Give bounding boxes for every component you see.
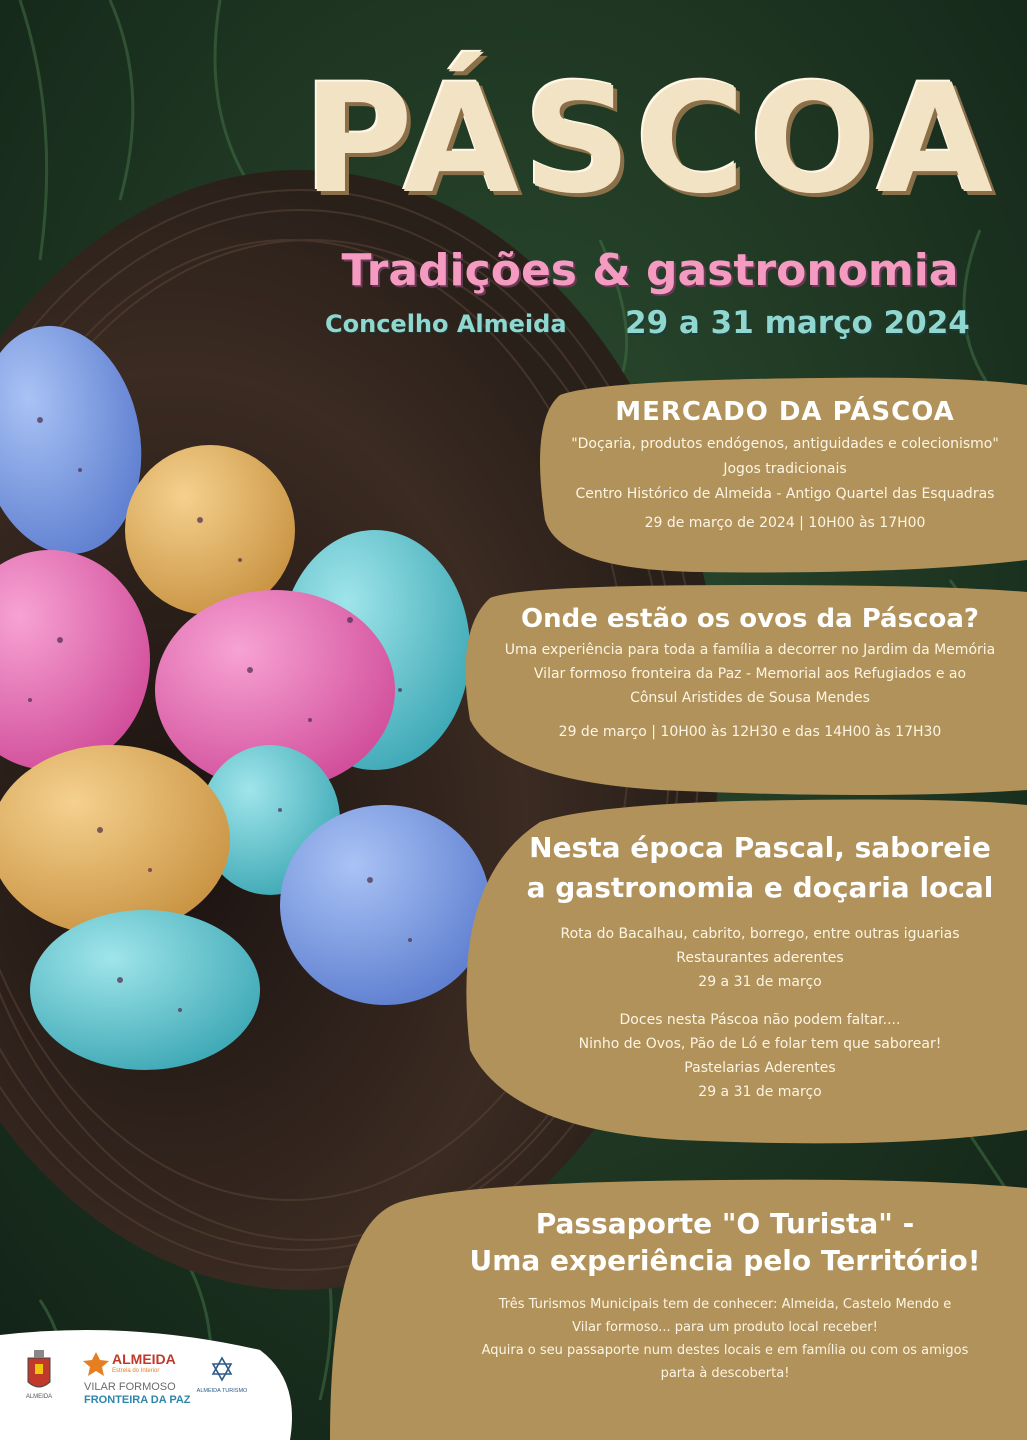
almeida-star-icon [83,1352,109,1376]
poster-title: PÁSCOA [303,53,997,227]
ovos-datetime: 29 de março | 10H00 às 12H30 e das 14H00 às 17H30 [558,724,942,740]
event-dates: 29 a 31 março 2024 [625,305,970,341]
mercado-line: Centro Histórico de Almeida - Antigo Quartel das Esquadras [575,486,995,502]
gastronomia-heading-1: Nesta época Pascal, saboreie [529,831,991,864]
ovos-line: Vilar formoso fronteira da Paz - Memorial aos Refugiados e ao [533,666,967,682]
gastronomia-section [510,828,1010,1104]
passaporte-line: Aquira o seu passaporte num destes locais e em família ou com os amigos [481,1343,969,1358]
vilar-line1: VILAR FORMOSO [84,1381,176,1393]
ovos-line: Uma experiência para toda a família a decorrer no Jardim da Memória [504,642,996,658]
mercado-datetime: 29 de março de 2024 | 10H00 às 17H00 [644,515,926,531]
almeida-crest-icon [26,1350,52,1400]
almeida-tagline: Estrela do Interior [112,1368,160,1374]
passaporte-section [440,1205,1010,1385]
sponsor-logos [0,1330,290,1440]
gastronomia-line: 29 a 31 de março [698,974,822,990]
location-label: Concelho Almeida [325,310,567,338]
ovos-heading: Onde estão os ovos da Páscoa? [521,604,979,634]
mercado-heading: MERCADO DA PÁSCOA [615,397,955,427]
gastronomia-line: Rota do Bacalhau, cabrito, borrego, entre outras iguarias [560,926,960,942]
mercado-line: Jogos tradicionais [723,461,847,477]
passaporte-line: parta à descoberta! [660,1366,790,1381]
gastronomia-line: Restaurantes aderentes [676,950,844,966]
ovos-line: Cônsul Aristides de Sousa Mendes [630,690,870,706]
gastronomia-line: Ninho de Ovos, Pão de Ló e folar tem que saborear! [578,1036,942,1052]
gastronomia-line: Pastelarias Aderentes [684,1060,836,1076]
mercado-line: "Doçaria, produtos endógenos, antiguidades e colecionismo" [571,436,999,452]
poster-subtitle: Tradições & gastronomia [341,245,959,296]
almeida-brand: ALMEIDA [112,1351,176,1367]
passaporte-line: Três Turismos Municipais tem de conhecer: Almeida, Castelo Mendo e [498,1297,952,1312]
vilar-line2: FRONTEIRA DA PAZ [84,1394,191,1406]
gastronomia-heading-2: a gastronomia e doçaria local [526,871,994,904]
gastronomia-line: 29 a 31 de março [698,1084,822,1100]
gastronomia-line: Doces nesta Páscoa não podem faltar.... [619,1012,901,1028]
crest-label: ALMEIDA [25,1394,53,1400]
turismo-label: ALMEIDA TURISMO [196,1388,248,1394]
mercado-section [560,392,1010,536]
turismo-star-icon [213,1358,231,1380]
passaporte-heading-2: Uma experiência pelo Território! [469,1244,981,1277]
ovos-section [490,600,1010,744]
passaporte-line: Vilar formoso... para um produto local receber! [572,1320,878,1335]
passaporte-heading-1: Passaporte "O Turista" - [535,1207,915,1240]
